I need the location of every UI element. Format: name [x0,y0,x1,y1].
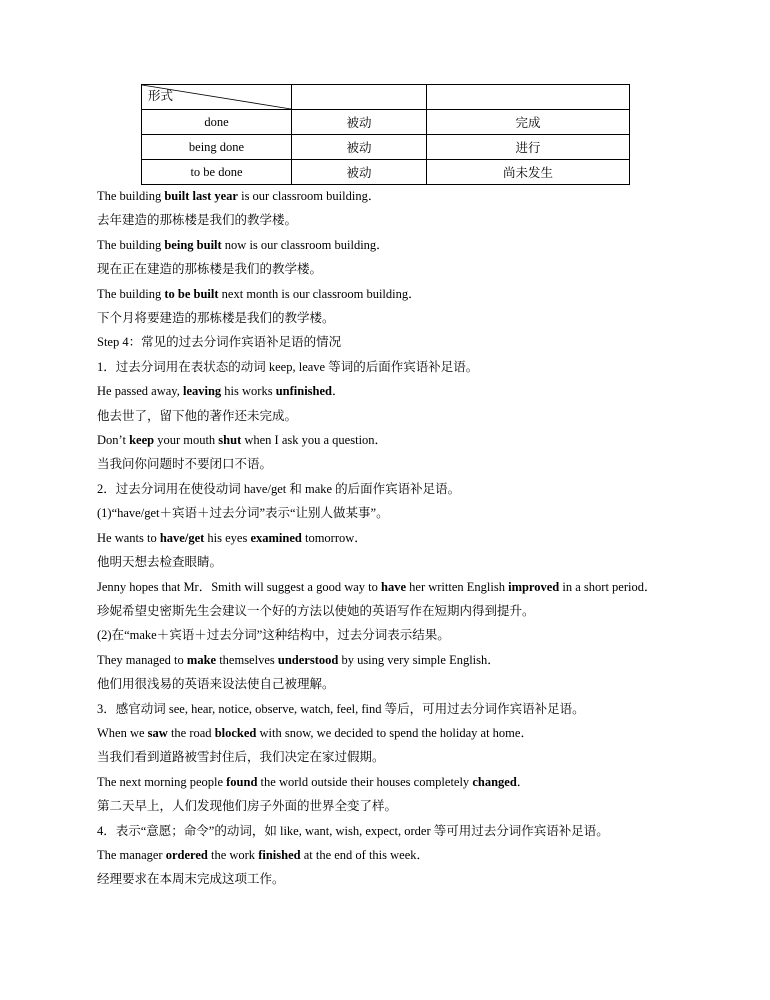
diagonal-header-cell [142,85,292,110]
sub-rule-item: (1)“have/get＋宾语＋过去分词”表示“让别人做某事”。 [97,506,389,521]
table-header-row [142,85,630,110]
translation: 下个月将要建造的那栋楼是我们的教学楼。 [97,311,335,326]
form-cell: to be done [142,160,292,185]
header-empty-cell [292,85,427,110]
translation: 去年建造的那栋楼是我们的教学楼。 [97,213,298,228]
header-label: 形式 [148,89,174,103]
example-sentence: He wants to have/get his eyes examined tomorrow． [97,530,367,545]
translation: 现在正在建造的那栋楼是我们的教学楼。 [97,262,323,277]
translation: 第二天早上，人们发现他们房子外面的世界全变了样。 [97,799,398,814]
rule-item: 2．过去分词用在使役动词 have/get 和 make 的后面作宾语补足语。 [97,481,461,496]
example-sentence: The building built last year is our classroom building． [97,189,381,203]
sub-rule-item: (2)在“make＋宾语＋过去分词”这种结构中，过去分词表示结果。 [97,628,450,643]
example-sentence: The next morning people found the world outside their houses completely changed． [97,774,530,789]
translation: 他去世了，留下他的著作还未完成。 [97,408,298,423]
translation: 他们用很浅易的英语来设法使自己被理解。 [97,677,335,692]
translation: 他明天想去检查眼睛。 [97,555,223,570]
table-row [142,110,630,135]
table-row [142,135,630,160]
document-body [70,184,701,892]
example-sentence: He passed away, leaving his works unfinished． [97,384,345,399]
table-row [142,160,630,185]
voice-cell: 被动 [292,160,427,185]
example-sentence: The building to be built next month is our classroom building． [97,286,421,301]
voice-cell: 被动 [292,135,427,160]
rule-item: 1．过去分词用在表状态的动词 keep, leave 等词的后面作宾语补足语。 [97,359,479,374]
example-sentence: The building being built now is our classroom building． [97,237,389,252]
example-sentence: They managed to make themselves understood by using very simple English． [97,652,500,667]
translation: 珍妮希望史密斯先生会建议一个好的方法以使她的英语写作在短期内得到提升。 [97,603,535,618]
translation: 经理要求在本周末完成这项工作。 [97,872,285,887]
rule-item: 3．感官动词 see, hear, notice, observe, watch, feel, find 等后，可用过去分词作宾语补足语。 [97,701,585,716]
example-sentence: Jenny hopes that Mr．Smith will suggest a good way to have her written English improved in a short period． [97,579,657,594]
participle-form-table [141,84,630,185]
translation: 当我们看到道路被雪封住后，我们决定在家过假期。 [97,750,385,765]
header-empty-cell [427,85,630,110]
example-sentence: Don’t keep your mouth shut when I ask you a question． [97,433,388,448]
example-sentence: When we saw the road blocked with snow, we decided to spend the holiday at home． [97,725,533,740]
aspect-cell: 进行 [427,135,630,160]
aspect-cell: 完成 [427,110,630,135]
section-heading: Step 4：常见的过去分词作宾语补足语的情况 [97,335,342,350]
form-cell: done [142,110,292,135]
voice-cell: 被动 [292,110,427,135]
translation: 当我问你问题时不要闭口不语。 [97,457,273,472]
aspect-cell: 尚未发生 [427,160,630,185]
form-cell: being done [142,135,292,160]
rule-item: 4．表示“意愿；命令”的动词，如 like, want, wish, expect, order 等可用过去分词作宾语补足语。 [97,823,609,838]
example-sentence: The manager ordered the work finished at the end of this week． [97,847,430,862]
